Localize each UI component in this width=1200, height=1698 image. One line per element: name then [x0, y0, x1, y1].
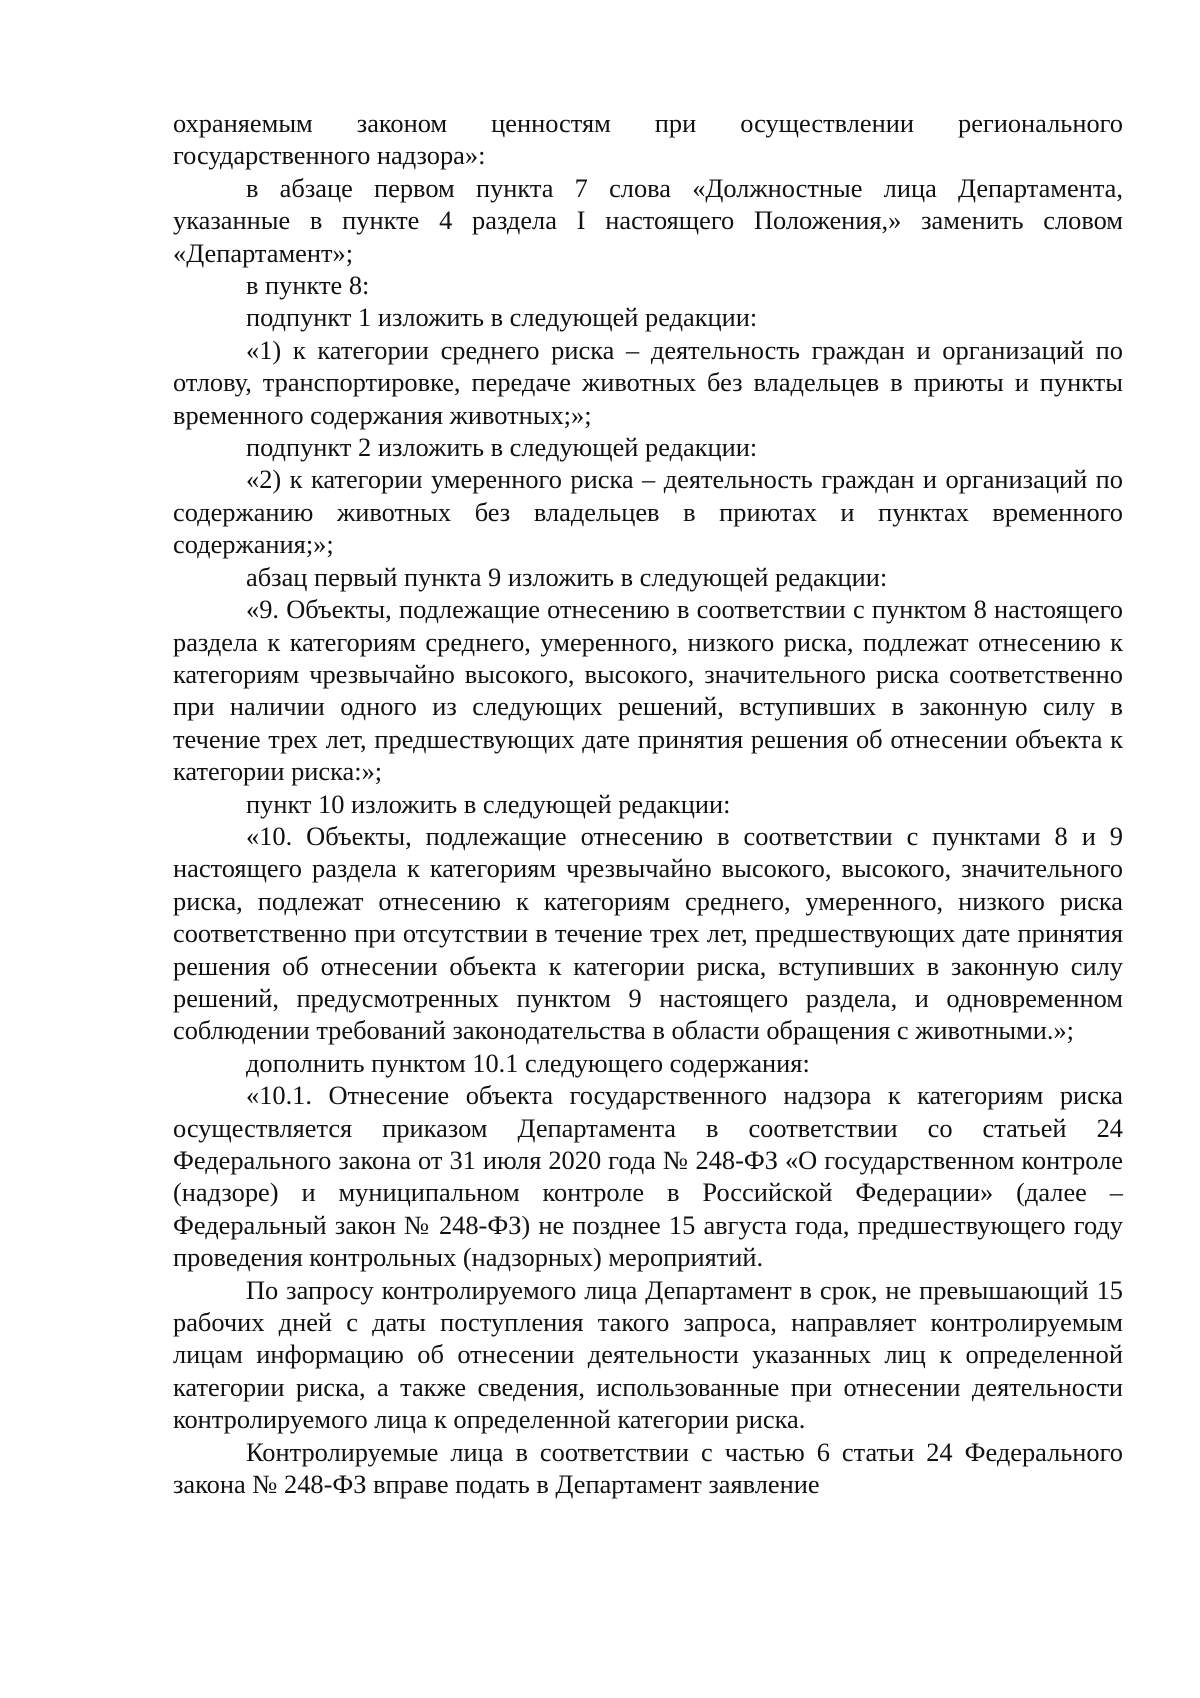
paragraph: Контролируемые лица в соответствии с частью 6 статьи 24 Федерального закона № 248-ФЗ вправе подать в Департамент заявление — [173, 1436, 1123, 1500]
paragraph: в абзаце первом пункта 7 слова «Должностные лица Департамента, указанные в пункте 4 раздела I настоящего Положения,» заменить словом «Департамент»; — [173, 172, 1123, 268]
document-page — [173, 107, 1123, 1500]
paragraph: «2) к категории умеренного риска – деятельность граждан и организаций по содержанию животных без владельцев в приютах и пунктах временного содержания;»; — [173, 464, 1123, 560]
paragraph: абзац первый пункта 9 изложить в следующей редакции: — [246, 561, 888, 592]
paragraph: «1) к категории среднего риска – деятельность граждан и организаций по отлову, транспортировке, передаче животных без владельцев в приюты и пункты временного содержания животных;»; — [173, 334, 1123, 430]
paragraph: подпункт 1 изложить в следующей редакции: — [246, 302, 758, 333]
paragraph: в пункте 8: — [246, 270, 370, 301]
paragraph: пункт 10 изложить в следующей редакции: — [246, 788, 731, 819]
paragraph: «9. Объекты, подлежащие отнесению в соответствии с пунктом 8 настоящего раздела к категориям среднего, умеренного, низкого риска, подлежат отнесению к категориям чрезвычайно высокого, высокого, значительного риска соответственно при наличии одного из следующих решений, вступивших в законную силу в течение трех лет, предшествующих дате принятия решения об отнесении объекта к категории риска:»; — [173, 594, 1123, 787]
paragraph: охраняемым законом ценностям при осуществлении регионального государственного надзора»: — [173, 108, 1123, 171]
paragraph: «10. Объекты, подлежащие отнесению в соответствии с пунктами 8 и 9 настоящего раздела к категориям чрезвычайно высокого, высокого, значительного риска, подлежат отнесению к категориям среднего, умеренного, низкого риска соответственно при отсутствии в течение трех лет, предшествующих дате принятия решения об отнесении объекта к категории риска, вступивших в законную силу решений, предусмотренных пунктом 9 настоящего раздела, и одновременном соблюдении требований законодательства в области обращения с животными.»; — [173, 820, 1123, 1046]
paragraph: дополнить пунктом 10.1 следующего содержания: — [246, 1047, 810, 1078]
paragraph: подпункт 2 изложить в следующей редакции: — [246, 432, 758, 463]
paragraph: По запросу контролируемого лица Департамент в срок, не превышающий 15 рабочих дней с даты поступления такого запроса, направляет контролируемым лицам информацию об отнесении деятельности указанных лиц к определенной категории риска, а также сведения, использованные при отнесении деятельности контролируемого лица к определенной категории риска. — [173, 1274, 1123, 1435]
paragraph: «10.1. Отнесение объекта государственного надзора к категориям риска осуществляется приказом Департамента в соответствии со статьей 24 Федерального закона от 31 июля 2020 года № 248-ФЗ «О государственном контроле (надзоре) и муниципальном контроле в Российской Федерации» (далее – Федеральный закон № 248-ФЗ) не позднее 15 августа года, предшествующего году проведения контрольных (надзорных) мероприятий. — [173, 1080, 1123, 1273]
